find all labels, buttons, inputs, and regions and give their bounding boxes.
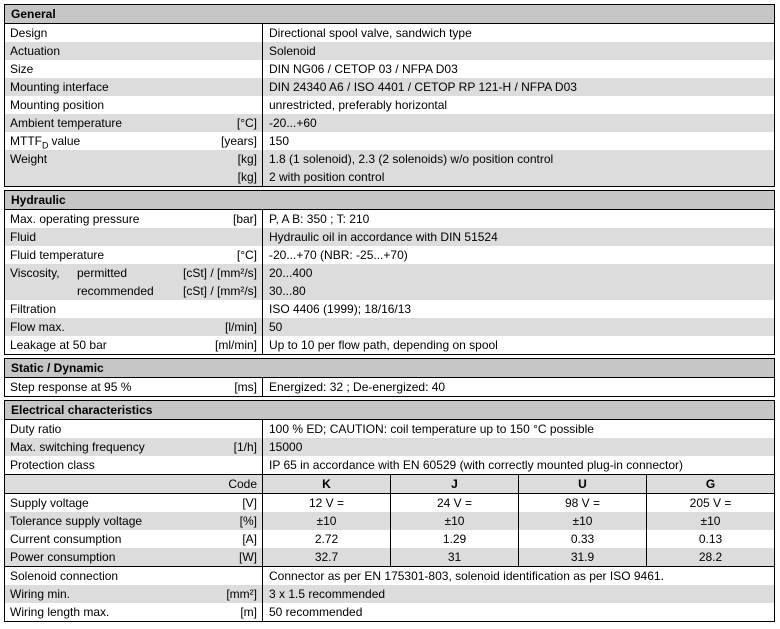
mttfd-unit: [years] bbox=[220, 134, 257, 148]
row-protection-class bbox=[5, 456, 774, 474]
section-general bbox=[4, 4, 775, 187]
tolerance-j: ±10 bbox=[390, 512, 518, 530]
section-electrical-header: Electrical characteristics bbox=[5, 401, 774, 420]
fluid-temperature-unit: [°C] bbox=[236, 248, 257, 262]
switching-frequency-value: 15000 bbox=[269, 440, 303, 454]
fluid-label: Fluid bbox=[10, 230, 37, 244]
viscosity-permitted-value: 20...400 bbox=[269, 266, 313, 280]
supply-voltage-unit: [V] bbox=[242, 496, 257, 510]
tolerance-unit: [%] bbox=[239, 514, 257, 528]
row-step-response bbox=[5, 378, 774, 396]
tolerance-g: ±10 bbox=[646, 512, 774, 530]
row-supply-voltage bbox=[5, 494, 774, 512]
row-solenoid-connection bbox=[5, 567, 774, 585]
section-hydraulic bbox=[4, 190, 775, 355]
design-label: Design bbox=[10, 26, 48, 40]
step-response-value: Energized: 32 ; De-energized: 40 bbox=[269, 380, 446, 394]
leakage-label: Leakage at 50 bar bbox=[10, 338, 107, 352]
row-power bbox=[5, 548, 774, 567]
current-g: 0.13 bbox=[646, 530, 774, 548]
current-j: 1.29 bbox=[390, 530, 518, 548]
current-u: 0.33 bbox=[518, 530, 646, 548]
wiring-min-value: 3 x 1.5 recommended bbox=[269, 587, 386, 601]
weight-unit-2: [kg] bbox=[237, 170, 257, 184]
row-fluid-temperature bbox=[5, 246, 774, 264]
viscosity-recommended-value: 30...80 bbox=[269, 284, 306, 298]
max-pressure-unit: [bar] bbox=[232, 212, 257, 226]
viscosity-label: Viscosity, bbox=[10, 266, 60, 280]
power-unit: [W] bbox=[239, 550, 257, 564]
step-response-label: Step response at 95 % bbox=[10, 380, 132, 394]
wiring-length-value: 50 recommended bbox=[269, 605, 363, 619]
power-g: 28.2 bbox=[646, 548, 774, 566]
row-wiring-min bbox=[5, 585, 774, 603]
mounting-interface-value: DIN 24340 A6 / ISO 4401 / CETOP RP 121-H / NFPA D03 bbox=[269, 80, 577, 94]
wiring-length-label: Wiring length max. bbox=[10, 605, 110, 619]
leakage-value: Up to 10 per flow path, depending on spool bbox=[269, 338, 498, 352]
filtration-label: Filtration bbox=[10, 302, 57, 316]
row-mttfd bbox=[5, 132, 774, 150]
wiring-min-label: Wiring min. bbox=[10, 587, 71, 601]
switching-frequency-label: Max. switching frequency bbox=[10, 440, 145, 454]
row-duty-ratio bbox=[5, 420, 774, 438]
protection-class-value: IP 65 in accordance with EN 60529 (with correctly mounted plug-in connector) bbox=[269, 458, 683, 472]
supply-voltage-k: 12 V = bbox=[308, 496, 345, 510]
current-k: 2.72 bbox=[314, 532, 339, 546]
row-ambient-temperature bbox=[5, 114, 774, 132]
weight-value-1: 1.8 (1 solenoid), 2.3 (2 solenoids) w/o position control bbox=[269, 152, 554, 166]
row-current bbox=[5, 530, 774, 548]
size-value: DIN NG06 / CETOP 03 / NFPA D03 bbox=[269, 62, 458, 76]
fluid-temperature-label: Fluid temperature bbox=[10, 248, 105, 262]
max-pressure-value: P, A B: 350 ; T: 210 bbox=[269, 212, 370, 226]
section-electrical bbox=[4, 400, 775, 622]
row-filtration bbox=[5, 300, 774, 318]
supply-voltage-j: 24 V = bbox=[390, 494, 518, 512]
max-pressure-label: Max. operating pressure bbox=[10, 212, 140, 226]
tolerance-label: Tolerance supply voltage bbox=[10, 514, 143, 528]
row-code-header bbox=[5, 474, 774, 494]
code-column-g: G bbox=[646, 475, 774, 493]
current-label: Current consumption bbox=[10, 532, 122, 546]
fluid-value: Hydraulic oil in accordance with DIN 51524 bbox=[269, 230, 498, 244]
mttfd-value: 150 bbox=[269, 134, 290, 148]
viscosity-recommended-label: recommended bbox=[77, 284, 154, 298]
supply-voltage-label: Supply voltage bbox=[10, 496, 89, 510]
ambient-temperature-label: Ambient temperature bbox=[10, 116, 123, 130]
weight-value-2: 2 with position control bbox=[269, 170, 385, 184]
row-leakage bbox=[5, 336, 774, 354]
weight-unit-1: [kg] bbox=[237, 152, 257, 166]
solenoid-connection-value: Connector as per EN 175301-803, solenoid identification as per ISO 9461. bbox=[269, 569, 664, 583]
mounting-interface-label: Mounting interface bbox=[10, 80, 109, 94]
leakage-unit: [ml/min] bbox=[215, 338, 257, 352]
duty-ratio-label: Duty ratio bbox=[10, 422, 62, 436]
current-unit: [A] bbox=[242, 532, 257, 546]
row-tolerance bbox=[5, 512, 774, 530]
actuation-label: Actuation bbox=[10, 44, 61, 58]
ambient-temperature-unit: [°C] bbox=[236, 116, 257, 130]
row-weight bbox=[5, 150, 774, 186]
power-j: 31 bbox=[390, 548, 518, 566]
row-mounting-interface bbox=[5, 78, 774, 96]
flow-max-value: 50 bbox=[269, 320, 283, 334]
supply-voltage-g: 205 V = bbox=[646, 494, 774, 512]
power-label: Power consumption bbox=[10, 550, 116, 564]
row-size bbox=[5, 60, 774, 78]
row-actuation bbox=[5, 42, 774, 60]
wiring-min-unit: [mm²] bbox=[226, 587, 257, 601]
size-label: Size bbox=[10, 62, 34, 76]
viscosity-permitted-label: permitted bbox=[77, 266, 128, 280]
code-column-j: J bbox=[390, 475, 518, 493]
row-wiring-length bbox=[5, 603, 774, 621]
mounting-position-value: unrestricted, preferably horizontal bbox=[269, 98, 448, 112]
power-u: 31.9 bbox=[518, 548, 646, 566]
weight-label: Weight bbox=[10, 152, 48, 166]
supply-voltage-u: 98 V = bbox=[518, 494, 646, 512]
code-column-u: U bbox=[518, 475, 646, 493]
tolerance-k: ±10 bbox=[316, 514, 337, 528]
tolerance-u: ±10 bbox=[518, 512, 646, 530]
flow-max-label: Flow max. bbox=[10, 320, 65, 334]
row-design bbox=[5, 24, 774, 42]
duty-ratio-value: 100 % ED; CAUTION: coil temperature up to 150 °C possible bbox=[269, 422, 594, 436]
wiring-length-unit: [m] bbox=[240, 605, 257, 619]
solenoid-connection-label: Solenoid connection bbox=[10, 569, 119, 583]
viscosity-permitted-unit: [cSt] / [mm²/s] bbox=[183, 266, 257, 280]
section-hydraulic-header: Hydraulic bbox=[5, 191, 774, 210]
mttfd-label: $MTTF_D$ value bbox=[10, 134, 81, 150]
row-max-pressure bbox=[5, 210, 774, 228]
row-fluid bbox=[5, 228, 774, 246]
section-static-dynamic bbox=[4, 358, 775, 397]
step-response-unit: [ms] bbox=[234, 380, 257, 394]
code-column-k: K bbox=[322, 477, 331, 491]
fluid-temperature-value: -20...+70 (NBR: -25...+70) bbox=[269, 248, 408, 262]
ambient-temperature-value: -20...+60 bbox=[269, 116, 317, 130]
row-mounting-position bbox=[5, 96, 774, 114]
switching-frequency-unit: [1/h] bbox=[233, 440, 257, 454]
code-label: Code bbox=[228, 477, 257, 491]
filtration-value: ISO 4406 (1999); 18/16/13 bbox=[269, 302, 412, 316]
actuation-value: Solenoid bbox=[269, 44, 316, 58]
flow-max-unit: [l/min] bbox=[224, 320, 257, 334]
mounting-position-label: Mounting position bbox=[10, 98, 105, 112]
design-value: Directional spool valve, sandwich type bbox=[269, 26, 472, 40]
power-k: 32.7 bbox=[314, 550, 339, 564]
section-general-header: General bbox=[5, 5, 774, 24]
viscosity-recommended-unit: [cSt] / [mm²/s] bbox=[183, 284, 257, 298]
row-flow-max bbox=[5, 318, 774, 336]
section-static-dynamic-header: Static / Dynamic bbox=[5, 359, 774, 378]
row-switching-frequency bbox=[5, 438, 774, 456]
row-viscosity bbox=[5, 264, 774, 300]
protection-class-label: Protection class bbox=[10, 458, 95, 472]
